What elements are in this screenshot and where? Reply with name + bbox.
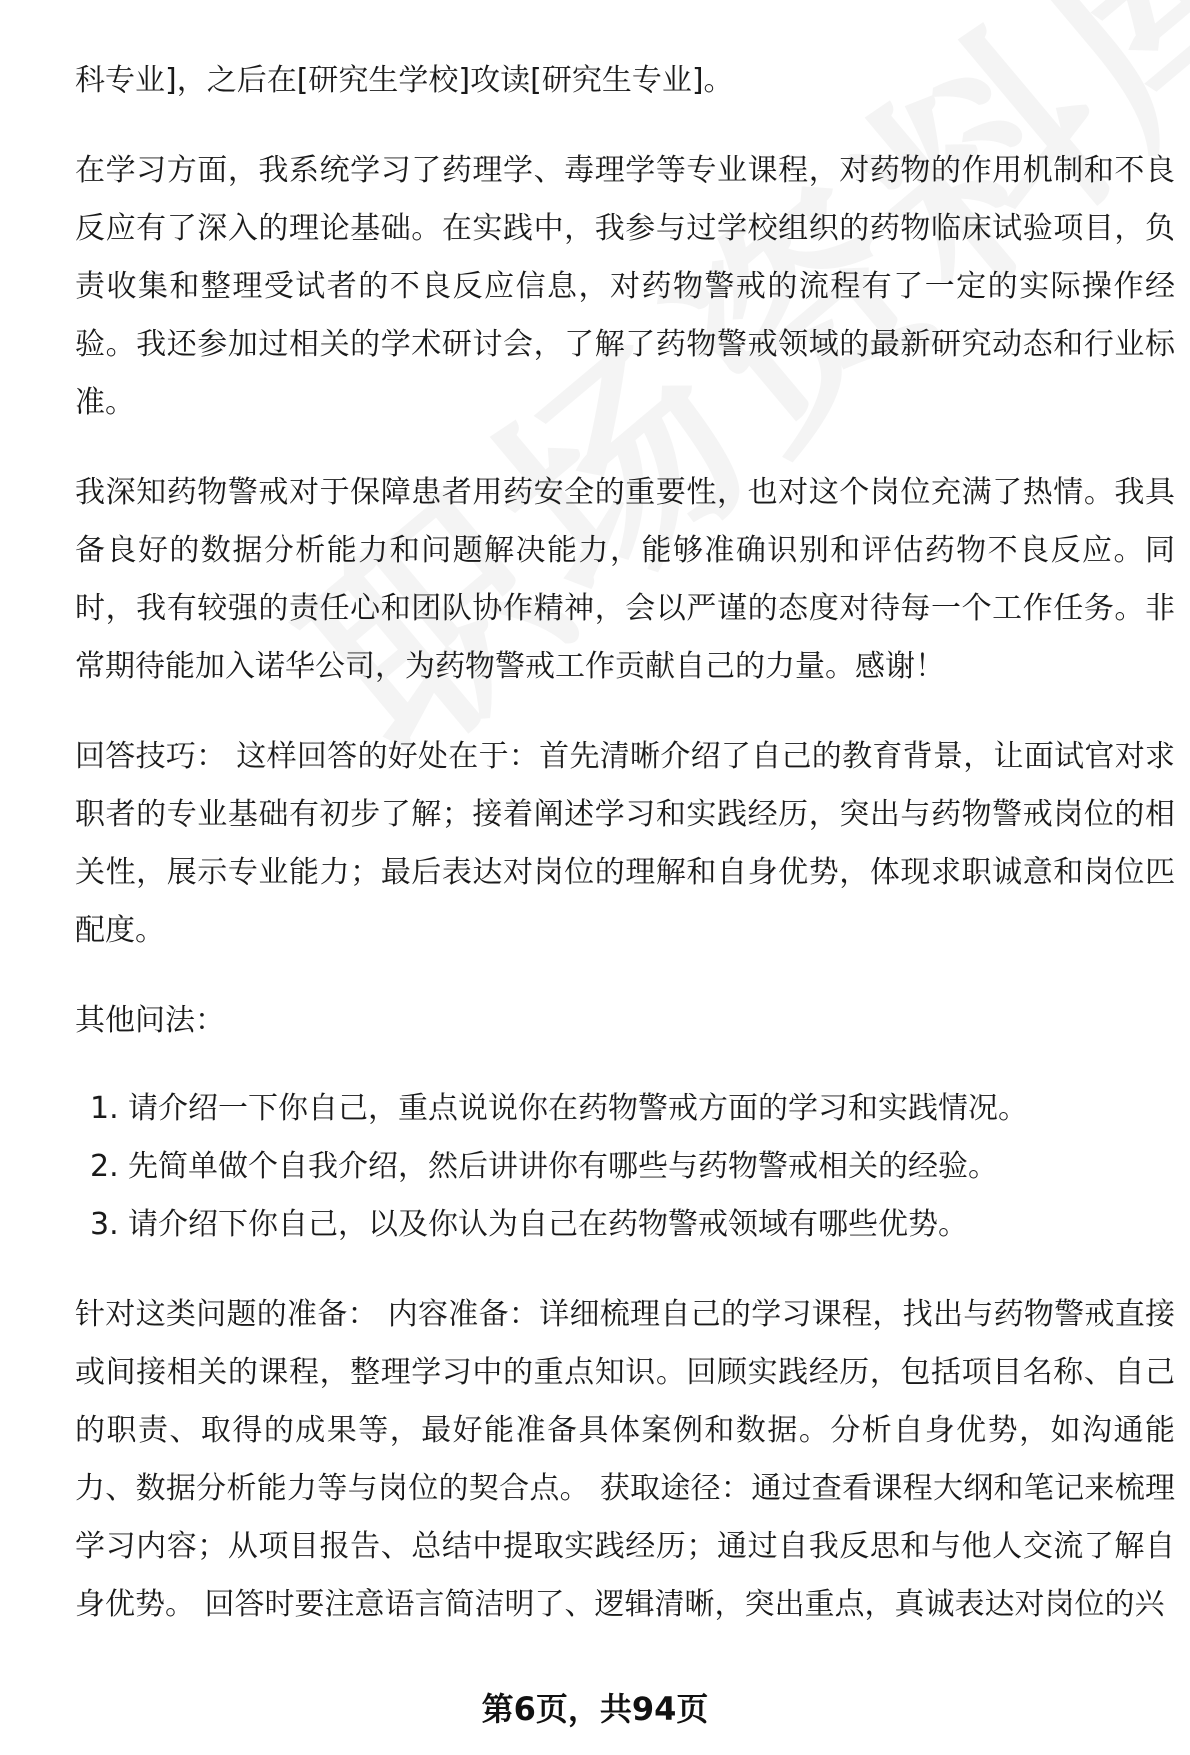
list-item-text: 请介绍下你自己，以及你认为自己在药物警戒领域有哪些优势。: [128, 1207, 968, 1242]
paragraph-answer-tips: 回答技巧： 这样回答的好处在于：首先清晰介绍了自己的教育背景，让面试官对求职者的专业基础有初步了解；接着阐述学习和实践经历，突出与药物警戒岗位的相关性，展示专业能力；最后表达对岗位的理解和自身优势，体现求职诚意和岗位匹配度。: [75, 739, 1175, 948]
list-item: [90, 1138, 1175, 1196]
list-item-number: 3.: [90, 1207, 119, 1242]
list-item-number: 2.: [90, 1149, 119, 1184]
list-item-number: 1.: [90, 1091, 119, 1126]
list-item-text: 先简单做个自我介绍，然后讲讲你有哪些与药物警戒相关的经验。: [128, 1149, 998, 1184]
paragraph-study-practice: 在学习方面，我系统学习了药理学、毒理学等专业课程，对药物的作用机制和不良反应有了深入的理论基础。在实践中，我参与过学校组织的药物临床试验项目，负责收集和整理受试者的不良反应信息，对药物警戒的流程有了一定的实际操作经验。我还参加过相关的学术研讨会，了解了药物警戒领域的最新研究动态和行业标准。: [75, 153, 1175, 420]
list-item: [90, 1196, 1175, 1254]
paragraph-motivation: 我深知药物警戒对于保障患者用药安全的重要性，也对这个岗位充满了热情。我具备良好的数据分析能力和问题解决能力，能够准确识别和评估药物不良反应。同时，我有较强的责任心和团队协作精神，会以严谨的态度对待每一个工作任务。非常期待能加入诺华公司，为药物警戒工作贡献自己的力量。感谢！: [75, 475, 1175, 684]
list-item: [90, 1080, 1175, 1138]
alternative-questions-list: [75, 1080, 1175, 1254]
paragraph-preparation: 针对这类问题的准备： 内容准备：详细梳理自己的学习课程，找出与药物警戒直接或间接相关的课程，整理学习中的重点知识。回顾实践经历，包括项目名称、自己的职责、取得的成果等，最好能准备具体案例和数据。分析自身优势，如沟通能力、数据分析能力等与岗位的契合点。 获取途径：通过查看课程大纲和笔记来梳理学习内容；从项目报告、总结中提取实践经历；通过自我反思和与他人交流了解自身优势。 回答时要注意语言简洁明了、逻辑清晰，突出重点，真诚表达对岗位的兴: [75, 1297, 1175, 1622]
page-content: [75, 52, 1175, 1666]
list-item-text: 请介绍一下你自己，重点说说你在药物警戒方面的学习和实践情况。: [128, 1091, 1028, 1126]
page-number-footer: 第6页，共94页: [481, 1690, 709, 1728]
paragraph-continuation: 科专业]，之后在[研究生学校]攻读[研究生专业]。: [75, 63, 734, 98]
other-questions-label: 其他问法：: [75, 1003, 225, 1038]
